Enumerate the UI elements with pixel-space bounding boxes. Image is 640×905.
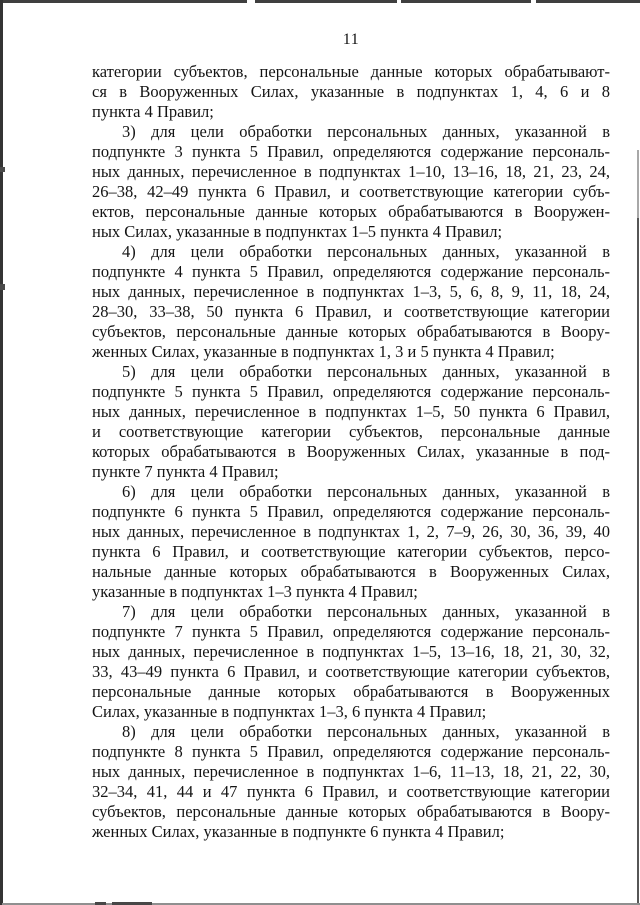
text-line: ся в Вооруженных Силах, указанные в подпунктах 1, 4, 6 и 8 xyxy=(92,82,610,101)
scan-edge-right xyxy=(637,150,639,218)
text-line: пункта 6 Правил, и соответствующие категории субъектов, персо- xyxy=(92,542,610,561)
text-line: подпункте 7 пункта 5 Правил, определяются содержание персональ- xyxy=(92,622,610,641)
text-line: женных Силах, указанные в подпункте 6 пункта 4 Правил; xyxy=(92,822,505,841)
text-line: пункта 4 Правил; xyxy=(92,102,214,121)
text-line: женных Силах, указанные в подпунктах 1, 3 и 5 пункта 4 Правил; xyxy=(92,342,555,361)
text-line: указанные в подпунктах 1–3 пункта 4 Правил; xyxy=(92,582,418,601)
paragraph xyxy=(92,122,610,242)
page-number: 11 xyxy=(342,31,360,48)
text-line: 6) для цели обработки персональных данных, указанной в xyxy=(122,482,610,501)
text-line: 32–34, 41, 44 и 47 пункта 6 Правил, и соответствующие категории xyxy=(92,782,610,801)
text-line: подпункте 4 пункта 5 Правил, определяются содержание персональ- xyxy=(92,262,610,281)
scan-edge-left xyxy=(0,0,3,905)
paragraph xyxy=(92,242,610,362)
paragraph xyxy=(92,62,610,122)
text-line: 28–30, 33–38, 50 пункта 6 Правил, и соответствующие категории xyxy=(92,302,610,321)
text-line: субъектов, персональные данные которых обрабатываются в Воору- xyxy=(92,802,610,821)
document-text xyxy=(92,62,610,842)
text-line: ектов, персональные данные которых обрабатываются в Вооружен- xyxy=(92,202,610,221)
text-line: ных данных, перечисленное в подпунктах 1–10, 13–16, 18, 21, 23, 24, xyxy=(92,162,610,181)
text-line: подпункте 6 пункта 5 Правил, определяются содержание персональ- xyxy=(92,502,610,521)
text-line: 4) для цели обработки персональных данных, указанной в xyxy=(122,242,610,261)
text-line: 5) для цели обработки персональных данных, указанной в xyxy=(122,362,610,381)
text-line: ных данных, перечисленное в подпунктах 1–5, 13–16, 18, 21, 30, 32, xyxy=(92,642,610,661)
paragraph xyxy=(92,482,610,602)
paragraph xyxy=(92,722,610,842)
text-line: 7) для цели обработки персональных данных, указанной в xyxy=(122,602,610,621)
text-line: ных данных, перечисленное в подпунктах 1–5, 50 пункта 6 Правил, xyxy=(92,402,610,421)
scan-edge-top-gap xyxy=(531,0,536,3)
scan-edge-left-mark xyxy=(0,167,5,172)
scan-edge-top xyxy=(0,0,640,3)
text-line: пункте 7 пункта 4 Правил; xyxy=(92,462,279,481)
text-line: и соответствующие категории субъектов, персональные данные xyxy=(92,422,610,441)
text-line: 33, 43–49 пункта 6 Правил, и соответствующие категории субъектов, xyxy=(92,662,610,681)
scan-edge-top-gap xyxy=(247,0,255,3)
text-line: персональные данные которых обрабатываются в Вооруженных xyxy=(92,682,610,701)
text-line: 3) для цели обработки персональных данных, указанной в xyxy=(122,122,610,141)
text-line: ных Силах, указанные в подпунктах 1–5 пункта 4 Правил; xyxy=(92,222,503,241)
text-line: нальные данные которых обрабатываются в Вооруженных Силах, xyxy=(92,562,610,581)
paragraph xyxy=(92,362,610,482)
text-line: подпункте 5 пункта 5 Правил, определяются содержание персональ- xyxy=(92,382,610,401)
text-line: подпункте 3 пункта 5 Правил, определяются содержание персональ- xyxy=(92,142,610,161)
text-line: которых обрабатываются в Вооруженных Силах, указанные в под- xyxy=(92,442,610,461)
text-line: подпункте 8 пункта 5 Правил, определяются содержание персональ- xyxy=(92,742,610,761)
text-line: ных данных, перечисленное в подпунктах 1–3, 5, 6, 8, 9, 11, 18, 24, xyxy=(92,282,610,301)
text-line: категории субъектов, персональные данные которых обрабатывают- xyxy=(92,62,610,81)
text-line: ных данных, перечисленное в подпунктах 1, 2, 7–9, 26, 30, 36, 39, 40 xyxy=(92,522,610,541)
text-line: субъектов, персональные данные которых обрабатываются в Воору- xyxy=(92,322,610,341)
text-line: 26–38, 42–49 пункта 6 Правил, и соответствующие категории субъ- xyxy=(92,182,610,201)
text-line: 8) для цели обработки персональных данных, указанной в xyxy=(122,722,610,741)
text-line: Силах, указанные в подпунктах 1–3, 6 пункта 4 Правил; xyxy=(92,702,487,721)
text-line: ных данных, перечисленное в подпунктах 1–6, 11–13, 18, 21, 22, 30, xyxy=(92,762,610,781)
paragraph xyxy=(92,602,610,722)
scan-edge-left-mark xyxy=(0,284,5,290)
scan-edge-top-gap xyxy=(397,0,401,3)
scan-edge-right xyxy=(637,218,639,905)
